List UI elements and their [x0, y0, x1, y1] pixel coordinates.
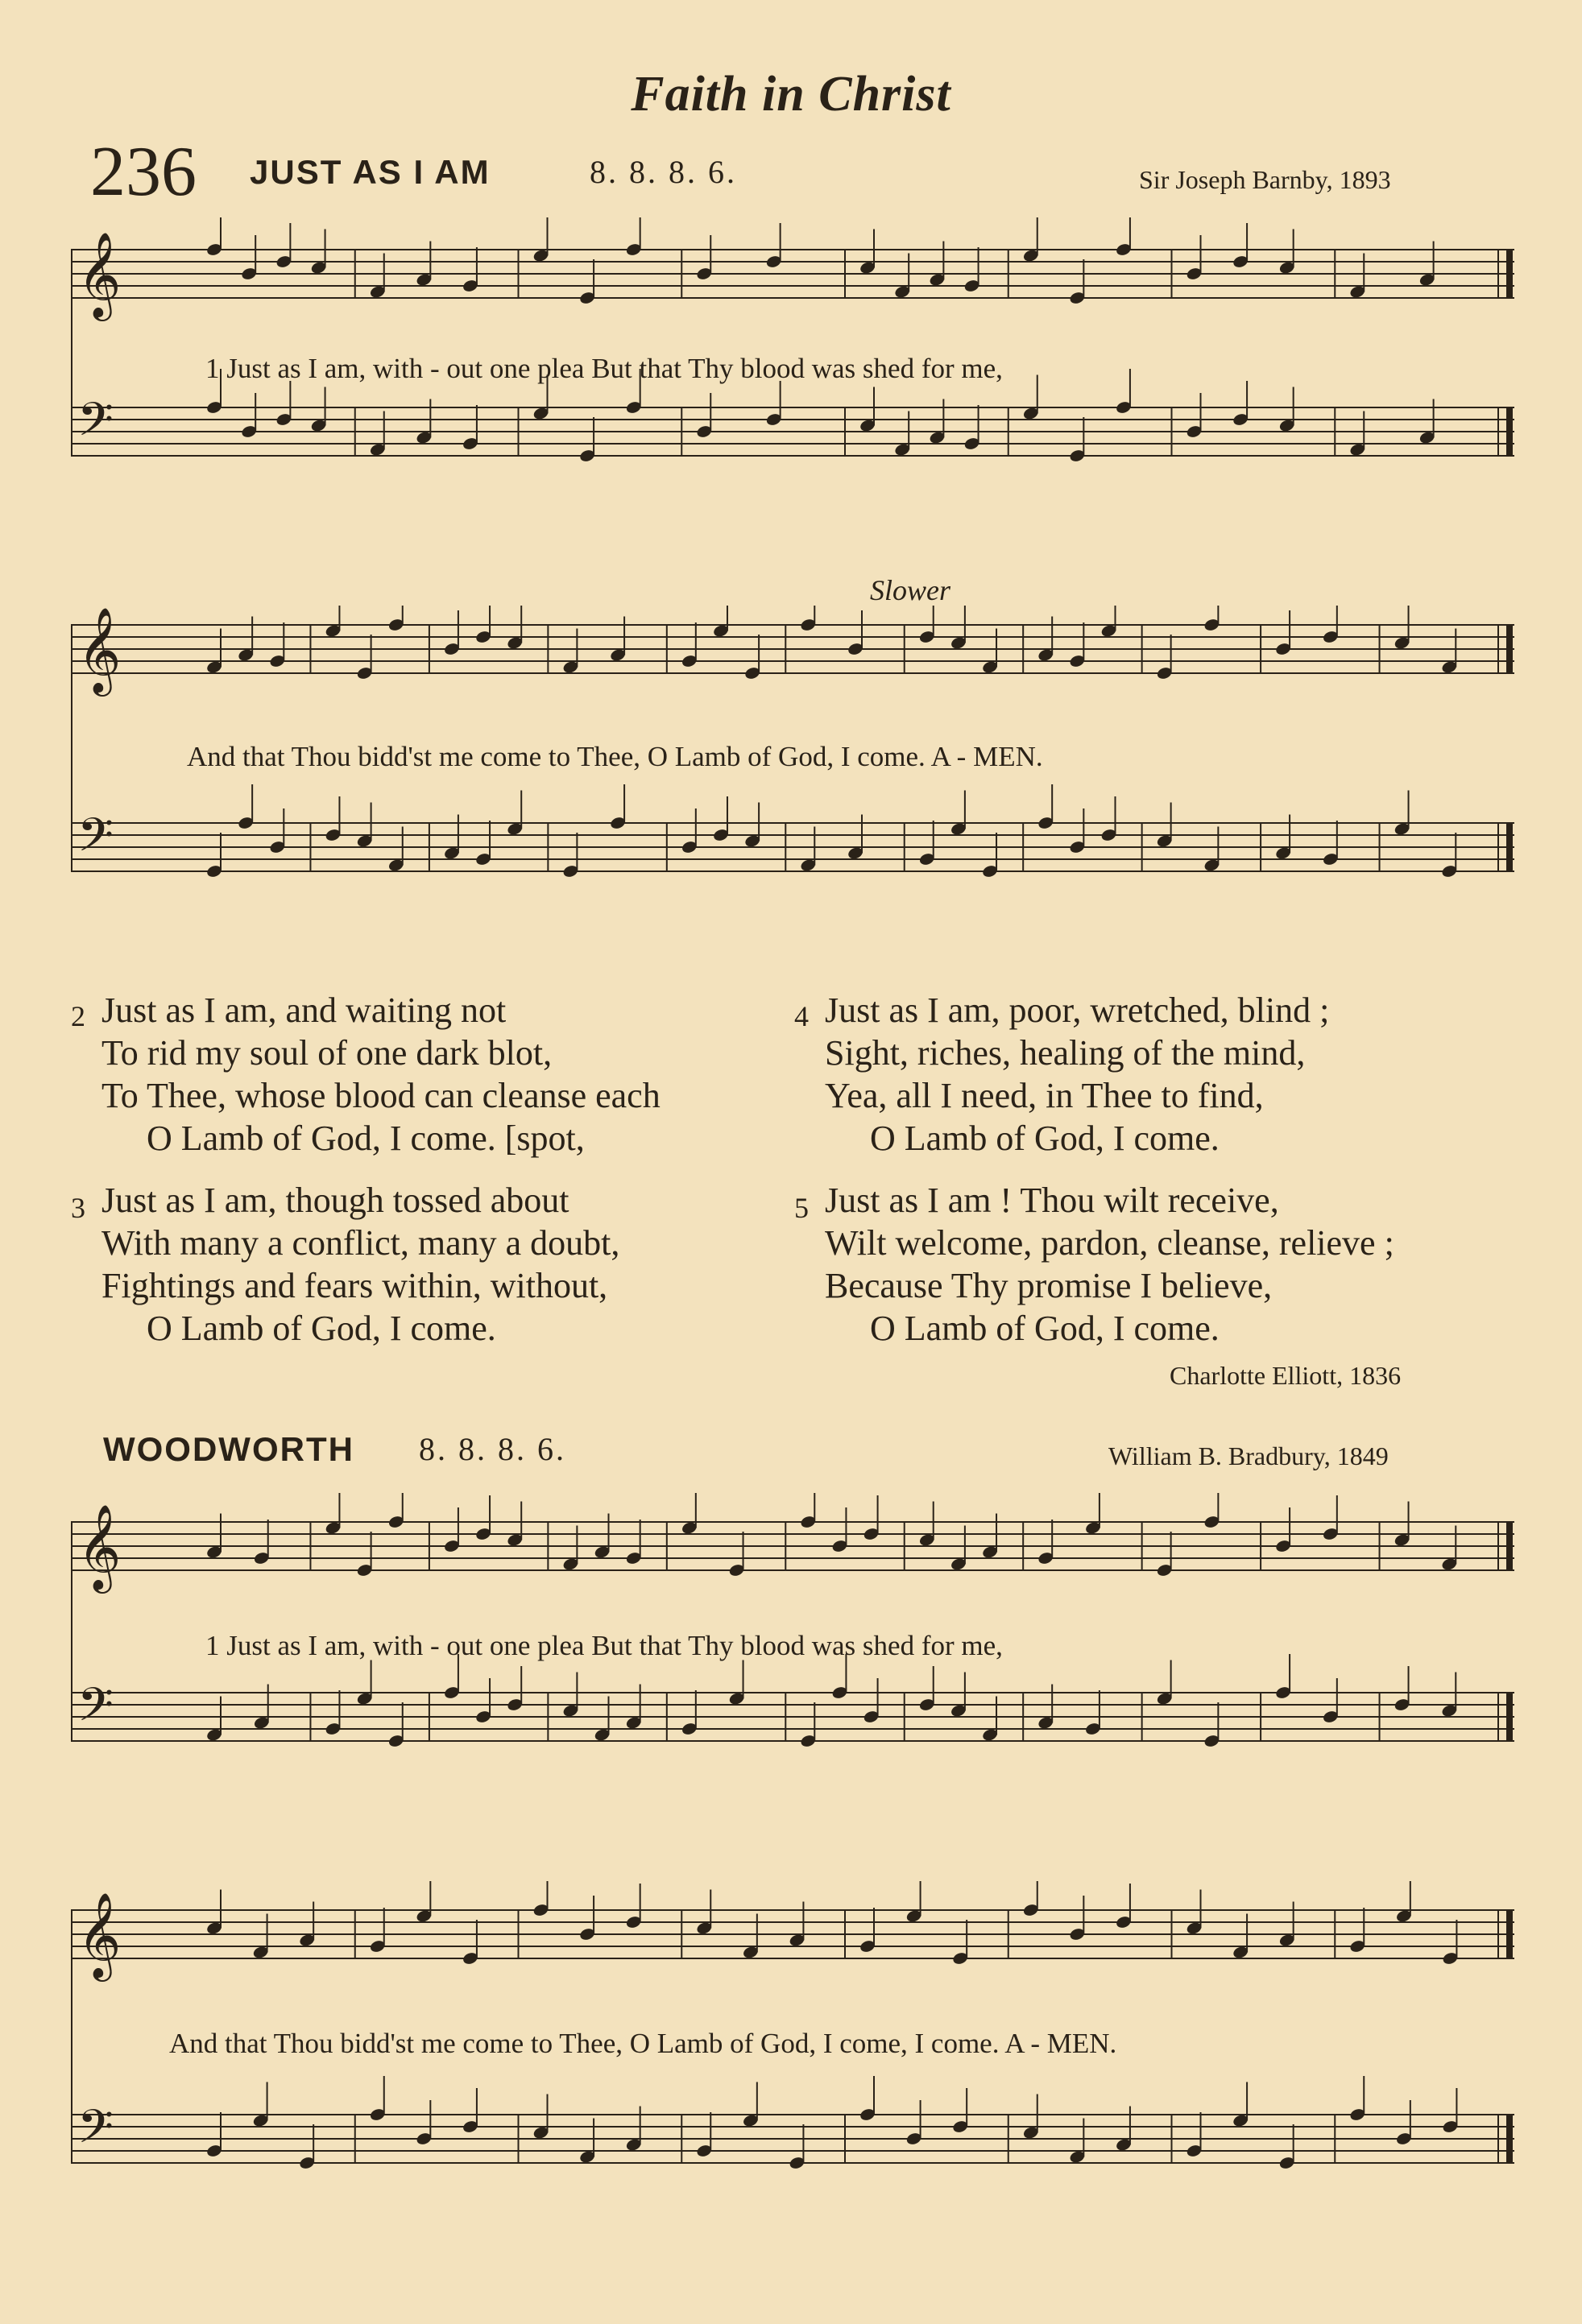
verse-line: O Lamb of God, I come. — [870, 1119, 1220, 1158]
verse-line: Fightings and fears within, without, — [101, 1266, 608, 1305]
verse-line: Just as I am, and waiting not — [101, 990, 507, 1030]
treble-clef-icon: 𝄞 — [77, 1892, 122, 1978]
verse-line: Sight, riches, healing of the mind, — [825, 1033, 1306, 1073]
verse-line: Just as I am ! Thou wilt receive, — [825, 1181, 1279, 1220]
verse-line: Just as I am, though tossed about — [101, 1181, 569, 1220]
meter: 8. 8. 8. 6. — [590, 154, 737, 190]
bass-clef-icon: 𝄢 — [77, 1677, 114, 1743]
tune-name: JUST AS I AM — [250, 153, 491, 191]
verse-line: Because Thy promise I believe, — [825, 1266, 1273, 1305]
verse-line: Just as I am, poor, wretched, blind ; — [825, 990, 1330, 1030]
lyrics-line: 1 Just as I am, with - out one plea But that Thy blood was shed for me, — [205, 353, 1003, 384]
bass-clef-icon: 𝄢 — [77, 392, 114, 458]
tune-name: WOODWORTH — [103, 1430, 354, 1468]
final-barline — [1506, 2115, 1513, 2163]
section-title: Faith in Christ — [631, 67, 951, 122]
verse-line: O Lamb of God, I come. — [147, 1309, 496, 1348]
tempo-marking: Slower — [870, 574, 951, 606]
verse-line: O Lamb of God, I come. — [870, 1309, 1220, 1348]
final-barline — [1506, 1522, 1513, 1570]
verses — [0, 989, 1582, 1375]
verse-number: 4 — [794, 1000, 809, 1032]
treble-clef-icon: 𝄞 — [77, 231, 122, 317]
meter: 8. 8. 8. 6. — [419, 1431, 566, 1467]
lyrics-line: 1 Just as I am, with - out one plea But that Thy blood was shed for me, — [205, 1630, 1003, 1661]
bass-clef-icon: 𝄢 — [77, 808, 114, 874]
verse-line: To rid my soul of one dark blot, — [101, 1033, 553, 1073]
composer: William B. Bradbury, 1849 — [1108, 1441, 1389, 1470]
author-credit: Charlotte Elliott, 1836 — [1170, 1361, 1402, 1390]
lyrics-line: And that Thou bidd'st me come to Thee, O Lamb of God, I come. A - MEN. — [187, 741, 1043, 772]
verse-number: 3 — [71, 1192, 85, 1224]
composer: Sir Joseph Barnby, 1893 — [1139, 165, 1391, 194]
verse-line: Yea, all I need, in Thee to find, — [825, 1076, 1264, 1115]
treble-clef-icon: 𝄞 — [77, 606, 122, 693]
verse — [794, 989, 1330, 1160]
verse-line: To Thee, whose blood can cleanse each — [101, 1076, 661, 1115]
final-barline — [1506, 823, 1513, 871]
verse-number: 2 — [71, 1000, 85, 1032]
final-barline — [1506, 1693, 1513, 1741]
hymn-number: 236 — [90, 133, 197, 211]
final-barline — [1506, 1910, 1513, 1958]
verse-number: 5 — [794, 1192, 809, 1224]
final-barline — [1506, 625, 1513, 673]
final-barline — [1506, 250, 1513, 298]
bass-clef-icon: 𝄢 — [77, 2099, 114, 2165]
verse — [71, 1179, 620, 1350]
verse — [71, 989, 661, 1160]
verse-line: Wilt welcome, pardon, cleanse, relieve ; — [825, 1223, 1394, 1263]
verse — [794, 1179, 1394, 1350]
verse-line: With many a conflict, many a doubt, — [101, 1223, 620, 1263]
treble-clef-icon: 𝄞 — [77, 1503, 122, 1590]
verse-line: O Lamb of God, I come. [spot, — [147, 1119, 585, 1158]
lyrics-line: And that Thou bidd'st me come to Thee, O Lamb of God, I come, I come. A - MEN. — [169, 2028, 1117, 2059]
final-barline — [1506, 407, 1513, 456]
